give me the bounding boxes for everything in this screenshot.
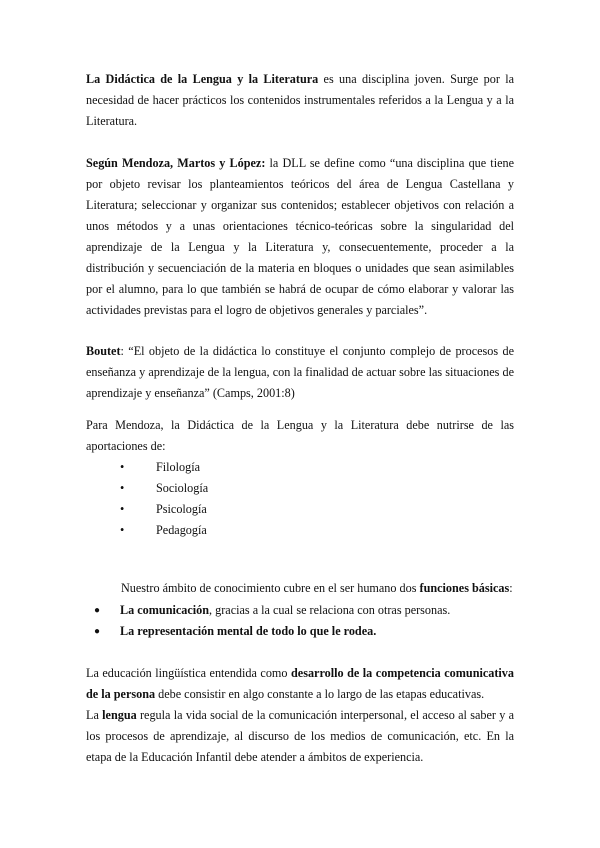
paragraph-lengua: La lengua regula la vida social de la comunicación interpersonal, el acceso al saber y a los procesos de aprendizaje, al discurso de los medios de comunicación, etc. En la etapa de la Educación Infantil debe atender a ámbitos de experiencia. [86, 708, 515, 764]
paragraph-mendoza-martos-lopez: Según Mendoza, Martos y López: la DLL se define como “una disciplina que tiene por objeto revisar los planteamientos teóricos del área de Lengua Castellana y Literatura; seleccionar y organizar sus contenidos; establecer objetivos con relación a unos métodos y a unas orientaciones técnico-teóricas sobre la singularidad del aprendizaje de la Lengua y la Literatura y, consecuentemente, proceder a la distribución y secuenciación de la materia en bloques o unidades que sean asimilables por el alumno, para lo que también se habrá de ocupar de cómo elaborar y valorar las actividades previstas para el logro de objetivos generales y parciales”. [86, 156, 514, 317]
bullet-icon: • [120, 460, 125, 474]
functions-list [86, 600, 514, 642]
list-item: • Psicología [86, 499, 514, 520]
bullet-icon: • [120, 523, 125, 537]
paragraph-aportaciones: Para Mendoza, la Didáctica de la Lengua y la Literatura debe nutrirse de las aportaciones de: [86, 418, 514, 453]
author-boutet: Boutet [86, 344, 121, 358]
paragraph-boutet: Boutet: “El objeto de la didáctica lo constituye el conjunto complejo de procesos de enseñanza y aprendizaje de la lengua, con la finalidad de actuar sobre las situaciones de aprendizaje y enseñanza” (Camps, 2001:8) [86, 344, 514, 400]
term-ddl: La Didáctica de la Lengua y la Literatura [86, 72, 319, 86]
disciplines-list [86, 457, 514, 541]
paragraph-definition: La Didáctica de la Lengua y la Literatura es una disciplina joven. Surge por la necesidad de hacer prácticos los contenidos instrumentales referidos a la Lengua y a la Literatura. [86, 72, 514, 128]
bullet-icon: ● [94, 605, 101, 616]
list-item: ● La representación mental de todo lo que le rodea. [86, 621, 514, 642]
bullet-icon: • [120, 481, 125, 495]
list-item: • Pedagogía [86, 520, 514, 541]
list-item: • Sociología [86, 478, 514, 499]
paragraph-funciones-basicas: Nuestro ámbito de conocimiento cubre en el ser humano dos funciones básicas: [121, 581, 513, 595]
bullet-icon: • [120, 502, 125, 516]
list-item: • Filología [86, 457, 514, 478]
list-item: ● La comunicación, gracias a la cual se relaciona con otras personas. [86, 600, 514, 621]
bullet-icon: ● [94, 626, 101, 637]
paragraph-educacion-linguistica: La educación lingüística entendida como desarrollo de la competencia comunicativa de la persona debe consistir en algo constante a lo largo de las etapas educativas. [86, 666, 514, 701]
author-mendoza-martos-lopez: Según Mendoza, Martos y López: [86, 156, 266, 170]
